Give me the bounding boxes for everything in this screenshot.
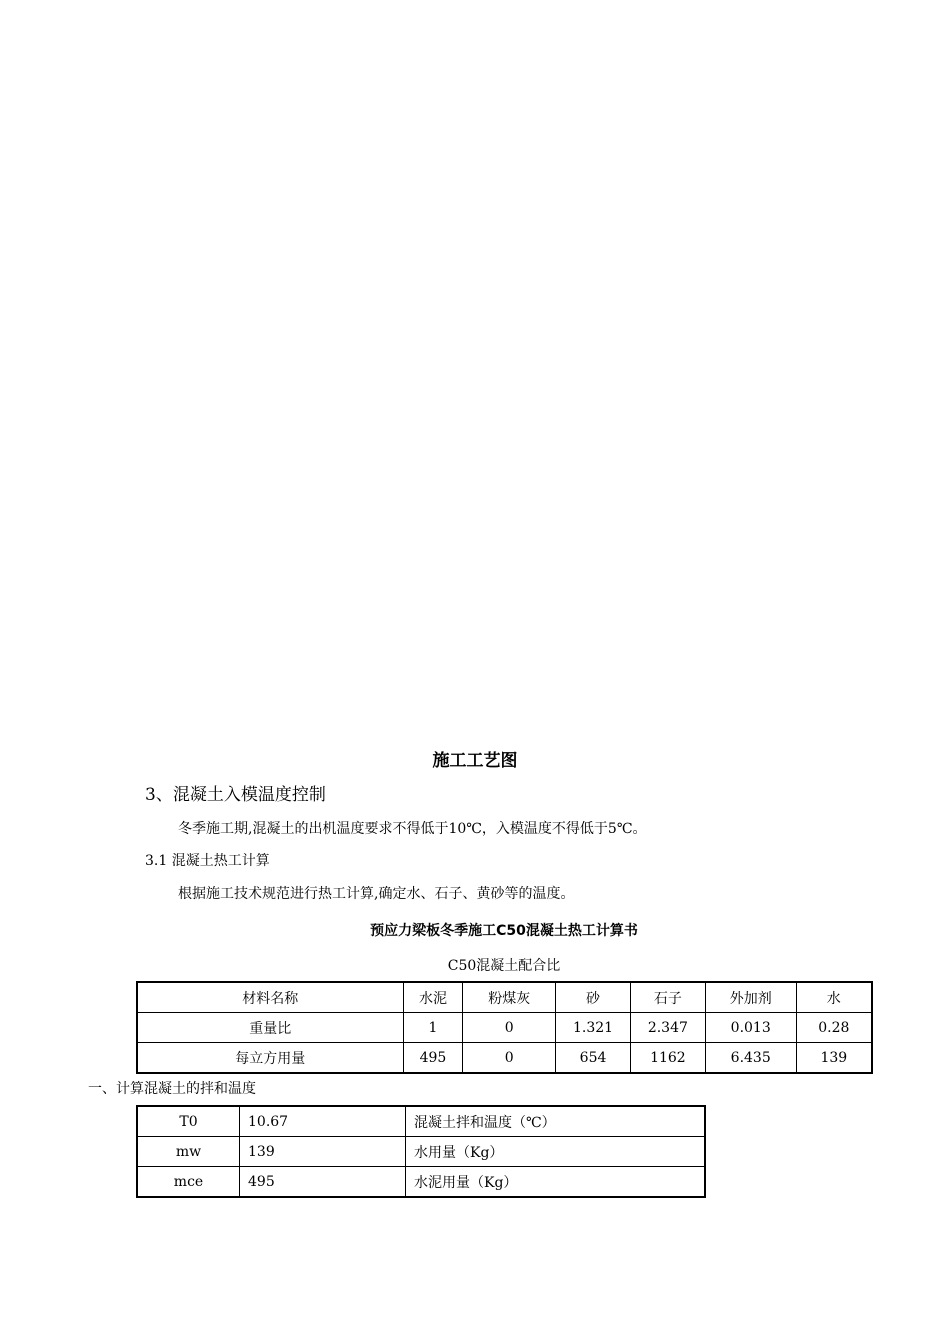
mix-table-caption: C50混凝土配合比 [447,958,561,974]
table-row [137,1013,872,1043]
table-cell: 6.435 [705,1043,796,1074]
table-cell: 0 [463,1013,556,1043]
table-header-row [137,982,872,1013]
table-cell: 1.321 [556,1013,631,1043]
table-cell: 0 [463,1043,556,1074]
table-row [137,1167,705,1198]
table-cell: 139 [796,1043,872,1074]
variable-description: 水用量（Kg） [406,1137,706,1167]
variable-symbol: mce [137,1167,240,1198]
variable-value: 495 [240,1167,406,1198]
table-cell: 0.28 [796,1013,872,1043]
mix-ratio-table [136,981,873,1074]
variable-description: 水泥用量（Kg） [406,1167,706,1198]
table-cell: 495 [403,1043,463,1074]
heading-mixing-temperature: 一、计算混凝土的拌和温度 [88,1081,256,1097]
paragraph-temperature-requirement: 冬季施工期,混凝土的出机温度要求不得低于10℃，入模温度不得低于5℃。 [178,821,647,837]
table-row [137,1137,705,1167]
header-cell: 砂 [556,982,631,1013]
heading-3: 3、混凝土入模温度控制 [145,785,326,805]
table-cell: 重量比 [137,1013,403,1043]
header-cell: 材料名称 [137,982,403,1013]
table-cell: 1 [403,1013,463,1043]
variable-symbol: T0 [137,1106,240,1137]
table-cell: 654 [556,1043,631,1074]
variable-description: 混凝土拌和温度（℃） [406,1106,706,1137]
variables-table [136,1105,706,1198]
header-cell: 水泥 [403,982,463,1013]
heading-3-1: 3.1 混凝土热工计算 [145,853,270,869]
section-title: 施工工艺图 [432,751,518,771]
table-cell: 0.013 [705,1013,796,1043]
table-cell: 1162 [630,1043,705,1074]
table-row [137,1106,705,1137]
variable-value: 10.67 [240,1106,406,1137]
table-row [137,1043,872,1074]
paragraph-calculation-basis: 根据施工技术规范进行热工计算,确定水、石子、黄砂等的温度。 [178,886,575,902]
variable-symbol: mw [137,1137,240,1167]
header-cell: 水 [796,982,872,1013]
header-cell: 粉煤灰 [463,982,556,1013]
header-cell: 石子 [630,982,705,1013]
variable-value: 139 [240,1137,406,1167]
table-cell: 2.347 [630,1013,705,1043]
table-cell: 每立方用量 [137,1043,403,1074]
header-cell: 外加剂 [705,982,796,1013]
calculation-title: 预应力梁板冬季施工C50混凝土热工计算书 [370,923,638,939]
